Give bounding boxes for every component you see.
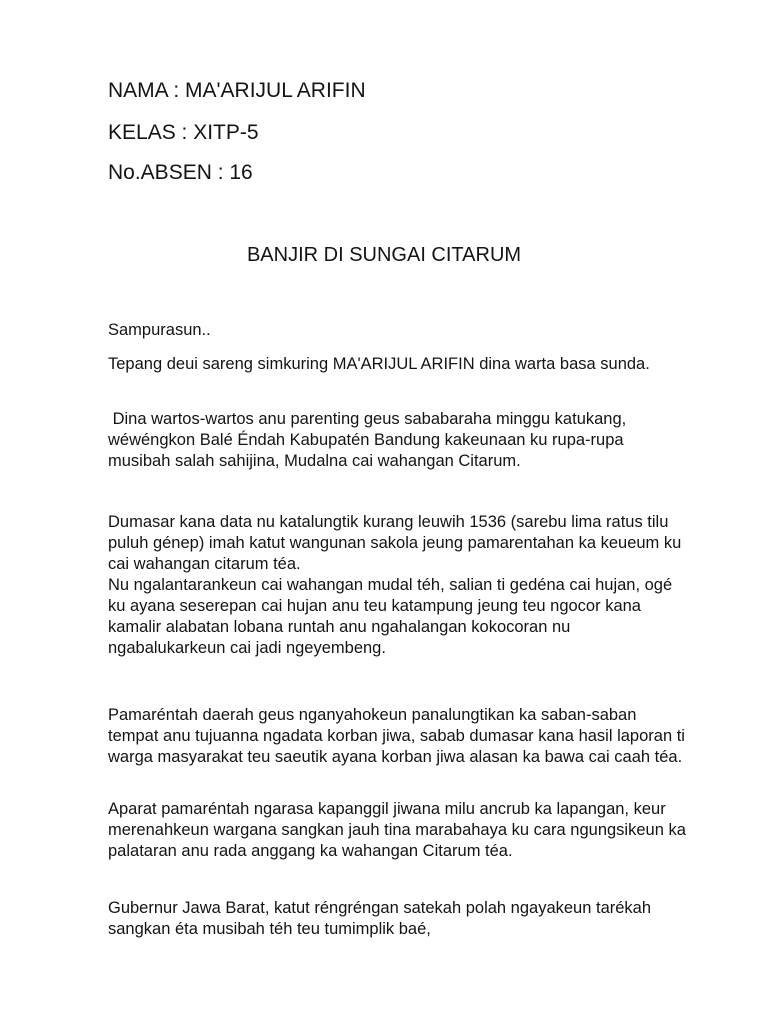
paragraph-intro: Tepang deui sareng simkuring MA'ARIJUL ARIFIN dina warta basa sunda. <box>108 355 650 373</box>
document-title: BANJIR DI SUNGAI CITARUM <box>246 244 522 266</box>
paragraph-government: Pamaréntah daerah geus nganyahokeun panalungtikan ka saban-saban tempat anu tujuanna ngadata korban jiwa, sabab dumasar kana hasil laporan ti warga masyarakat teu saeutik ayana korban jiwa alasan ka bawa cai caah téa. <box>108 706 685 766</box>
paragraph-officials: Aparat pamaréntah ngarasa kapanggil jiwana milu ancrub ka lapangan, keur merenahkeun wargana sangkan jauh tina marabahaya ku cara ngungsikeun ka palataran anu rada anggang ka wahangan Citarum téa. <box>108 800 686 860</box>
student-absence-number: No.ABSEN : 16 <box>108 161 253 184</box>
paragraph-data: Dumasar kana data nu katalungtik kurang leuwih 1536 (sarebu lima ratus tilu puluh génep) imah katut wangunan sakola jeung pamarentahan ka keueum ku cai wahangan citarum téa. <box>108 513 682 573</box>
paragraph-cause: Nu ngalantarankeun cai wahangan mudal téh, salian ti gedéna cai hujan, ogé ku ayana seserepan cai hujan anu teu katampung jeung teu ngocor kana kamalir alabatan lobana runtah anu ngahalangan kokocoran nu ngabalukarkeun cai jadi ngeyembeng. <box>108 576 673 657</box>
student-class: KELAS : XITP-5 <box>108 121 259 144</box>
student-name: NAMA : MA'ARIJUL ARIFIN <box>108 79 366 102</box>
paragraph-governor: Gubernur Jawa Barat, katut réngréngan satekah polah ngayakeun tarékah sangkan éta musibah téh teu tumimplik baé, <box>108 899 652 938</box>
paragraph-news: Dina wartos-wartos anu parenting geus sababaraha minggu katukang, wéwéngkon Balé Éndah Kabupatén Bandung kakeunaan ku rupa-rupa musibah salah sahijina, Mudalna cai wahangan Citarum. <box>108 410 627 470</box>
paragraph-greeting: Sampurasun.. <box>108 321 211 339</box>
